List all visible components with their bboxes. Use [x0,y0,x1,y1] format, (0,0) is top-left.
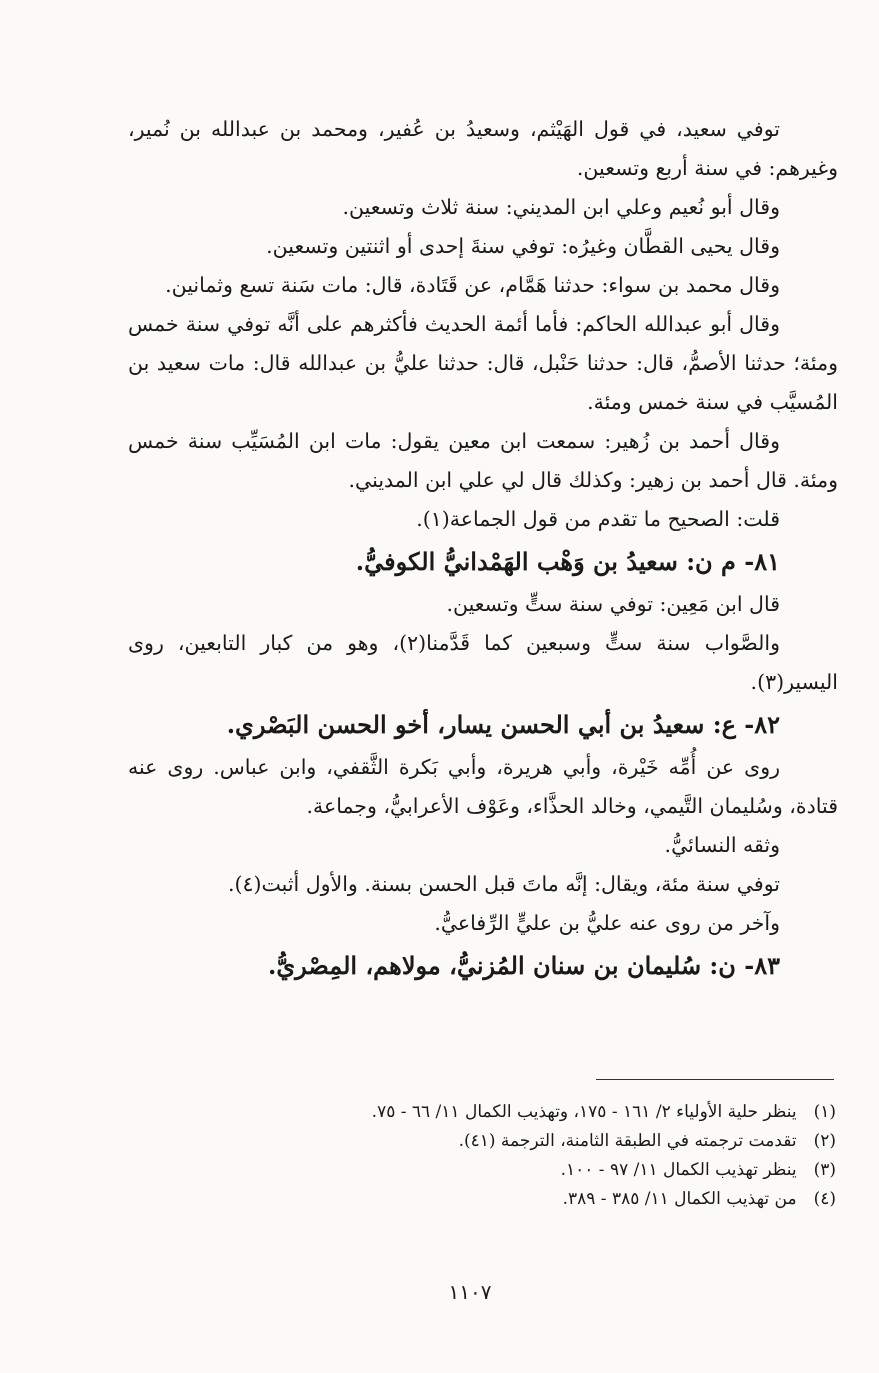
footnote-4 [180,1185,836,1214]
paragraph-nasai: وثقه النسائيُّ. [664,833,780,857]
paragraph-qattan: وقال يحيى القطَّان وغيرُه: توفي سنةَ إحدى أو اثنتين وتسعين. [266,234,780,258]
paragraph-death-year: توفي سعيد، في قول الهَيْثم، وسعيدُ بن عُفير، ومحمد بن عبدالله بن نُمير، وغيرهم: في سنة أربع وتسعين. [128,117,838,180]
footnote-3 [180,1156,836,1185]
paragraph-hakim: وقال أبو عبدالله الحاكم: فأما أئمة الحديث فأكثرهم على أنَّه توفي سنة خمس ومئة؛ حدثنا الأصمُّ، قال: حدثنا حَنْبل، قال: حدثنا عليُّ بن عبدالله قال: مات سعيد بن المُسيَّب في سنة خمس ومئة. [128,312,838,414]
paragraph-abu-nuaim: وقال أبو نُعيم وعلي ابن المديني: سنة ثلاث وتسعين. [342,195,780,219]
paragraph-correct-year: والصَّواب سنة ستٍّ وسبعين كما قَدَّمنا(٢)، وهو من كبار التابعين، روى اليسير(٣). [128,631,838,694]
paragraph-ahmad-zuhair: وقال أحمد بن زُهير: سمعت ابن معين يقول: مات ابن المُسَيِّب سنة خمس ومئة. قال أحمد بن زهير: وكذلك قال لي علي ابن المديني. [128,429,838,492]
footnote-text: ينظر تهذيب الكمال ١١/ ٩٧ - ١٠٠. [560,1160,797,1180]
page-number: ١١٠٧ [448,1280,492,1304]
footnote-text: تقدمت ترجمته في الطبقة الثامنة، الترجمة (٤١). [458,1131,797,1151]
footnote-number: (١) [813,1102,836,1122]
footnote-number: (٣) [813,1160,836,1180]
paragraph-last-narrator: وآخر من روى عنه عليُّ بن عليٍّ الرِّفاعيُّ. [434,911,780,935]
paragraph-ibn-main: قال ابن مَعِين: توفي سنة ستٍّ وتسعين. [446,592,780,616]
footnote-1 [180,1098,836,1127]
entry-heading-82: ٨٢- ع: سعيدُ بن أبي الحسن يسار، أخو الحسن البَصْري. [226,710,780,739]
paragraph-died-100: توفي سنة مئة، ويقال: إنَّه ماتَ قبل الحسن بسنة. والأول أثبت(٤). [227,872,780,896]
footnote-separator [596,1079,834,1080]
footnote-text: من تهذيب الكمال ١١/ ٣٨٥ - ٣٨٩. [562,1189,797,1209]
footnote-number: (٢) [813,1131,836,1151]
paragraph-correct-view: قلت: الصحيح ما تقدم من قول الجماعة(١). [416,507,780,531]
entry-heading-81: ٨١- م ن: سعيدُ بن وَهْب الهَمْدانيُّ الكوفيُّ. [355,547,780,576]
footnote-text: ينظر حلية الأولياء ٢/ ١٦١ - ١٧٥، وتهذيب الكمال ١١/ ٦٦ - ٧٥. [371,1102,797,1122]
entry-heading-83: ٨٣- ن: سُليمان بن سنان المُزنيُّ، مولاهم، المِصْريُّ. [268,951,780,980]
footnotes [180,1098,836,1214]
footnote-number: (٤) [813,1189,836,1209]
footnote-2 [180,1127,836,1156]
paragraph-muhammad-sawa: وقال محمد بن سواء: حدثنا هَمَّام، عن قَتَادة، قال: مات سَنة تسع وثمانين. [165,273,780,297]
main-text [128,110,838,989]
paragraph-narrated-from: روى عن أُمِّه خَيْرة، وأبي هريرة، وأبي بَكرة الثَّقفي، وابن عباس. روى عنه قتادة، وسُليمان التَّيمي، وخالد الحذَّاء، وعَوْف الأعرابيُّ، وجماعة. [128,755,838,818]
